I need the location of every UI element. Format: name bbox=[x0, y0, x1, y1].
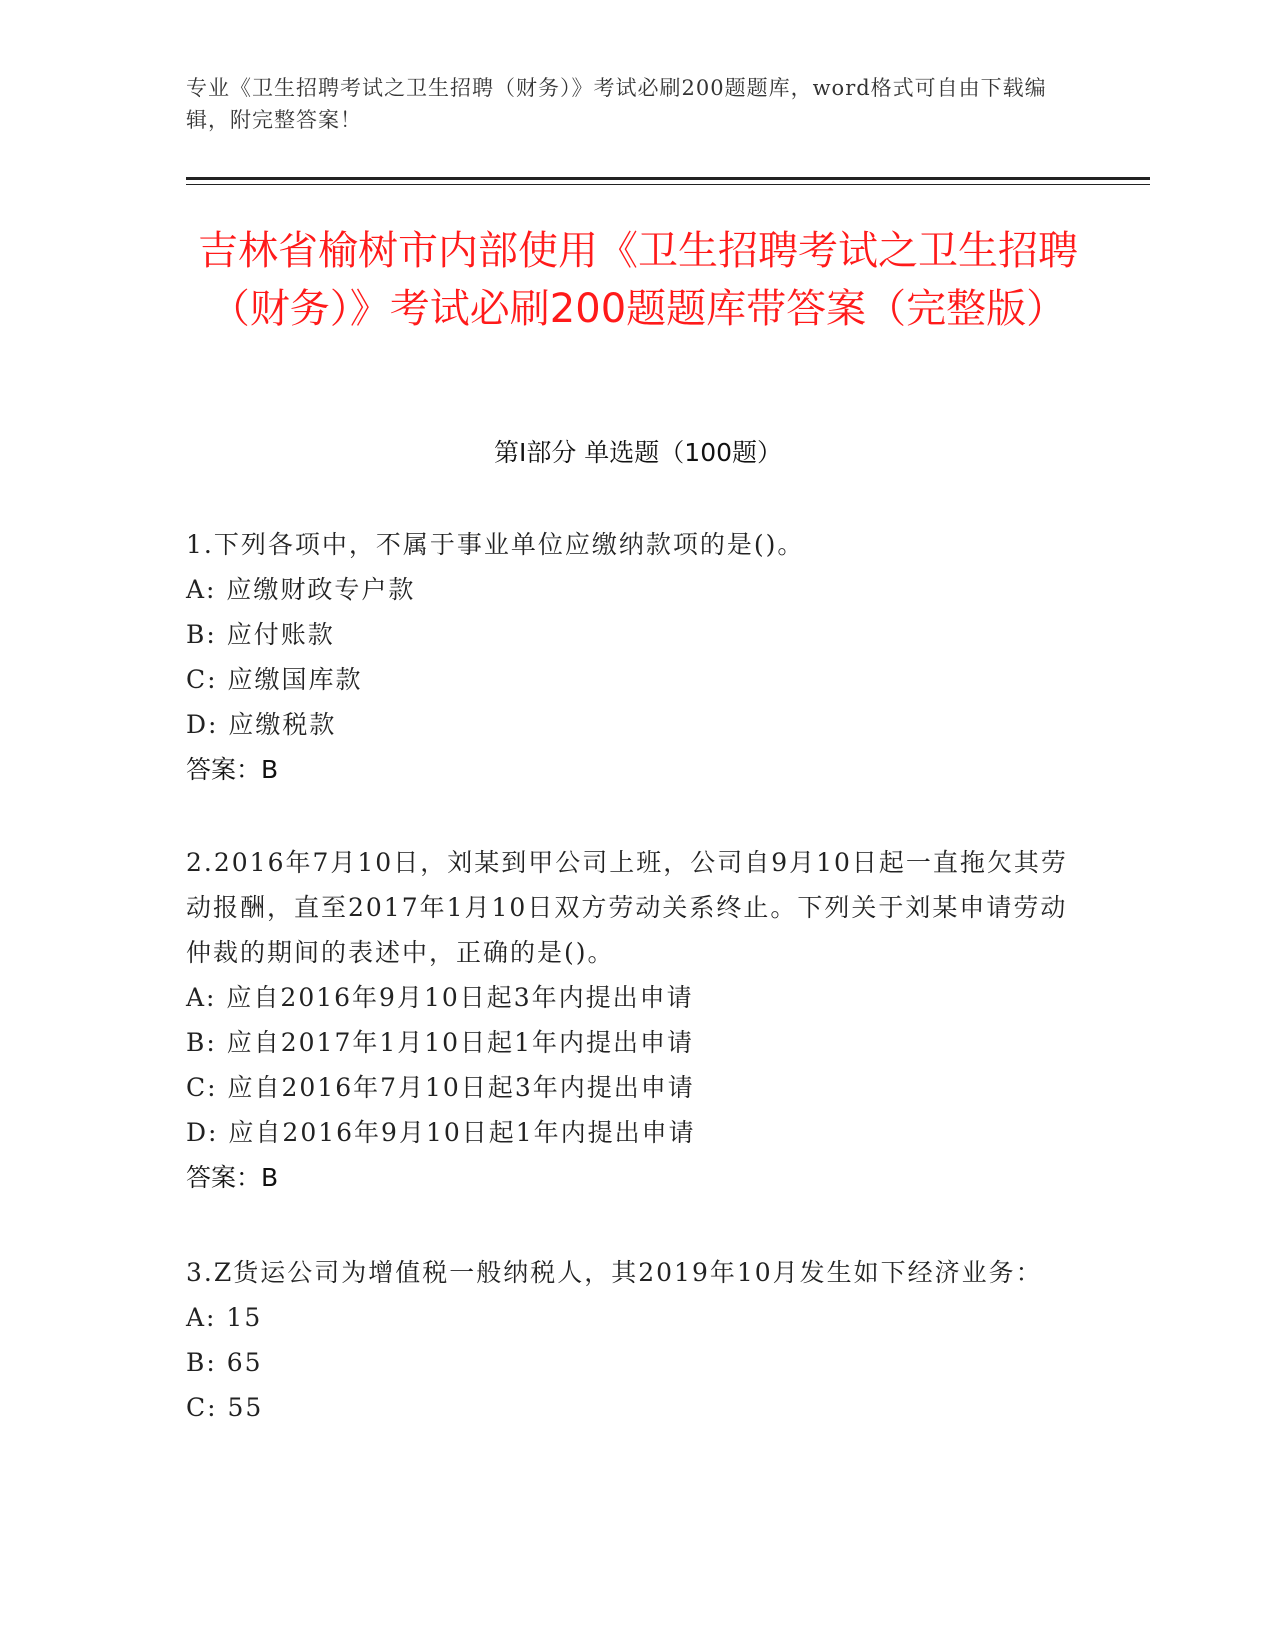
option-d: D: 应缴税款 bbox=[186, 710, 337, 739]
option-a: A: 15 bbox=[186, 1303, 263, 1332]
header-note: 专业《卫生招聘考试之卫生招聘（财务）》考试必刷200题题库，word格式可自由下载编辑，附完整答案！ bbox=[186, 76, 1047, 132]
option-b: B: 应自2017年1月10日起1年内提出申请 bbox=[186, 1028, 694, 1057]
document-title: 吉林省榆树市内部使用《卫生招聘考试之卫生招聘（财务）》考试必刷200题题库带答案（完整版） bbox=[198, 228, 1078, 332]
option-c: C: 应缴国库款 bbox=[186, 665, 363, 694]
option-c: C: 55 bbox=[186, 1393, 264, 1422]
header-rule-thin bbox=[186, 184, 1150, 185]
option-c: C: 应自2016年7月10日起3年内提出申请 bbox=[186, 1073, 695, 1102]
question-stem: 1.下列各项中，不属于事业单位应缴纳款项的是()。 bbox=[186, 530, 805, 559]
option-a: A: 应自2016年9月10日起3年内提出申请 bbox=[186, 983, 694, 1012]
answer: 答案：B bbox=[186, 1163, 279, 1192]
answer: 答案：B bbox=[186, 755, 279, 784]
question-3 bbox=[186, 1250, 1076, 1430]
question-stem: 3.Z货运公司为增值税一般纳税人，其2019年10月发生如下经济业务： bbox=[186, 1258, 1043, 1287]
option-b: B: 65 bbox=[186, 1348, 263, 1377]
option-b: B: 应付账款 bbox=[186, 620, 335, 649]
question-1 bbox=[186, 522, 1076, 792]
option-d: D: 应自2016年9月10日起1年内提出申请 bbox=[186, 1118, 696, 1147]
header-rule-thick bbox=[186, 177, 1150, 180]
question-stem: 2.2016年7月10日，刘某到甲公司上班，公司自9月10日起一直拖欠其劳动报酬，直至2017年1月10日双方劳动关系终止。下列关于刘某申请劳动仲裁的期间的表述中，正确的是()。 bbox=[186, 848, 1068, 967]
section-heading: 第I部分 单选题（100题） bbox=[493, 438, 783, 467]
option-a: A: 应缴财政专户款 bbox=[186, 575, 416, 604]
question-2 bbox=[186, 840, 1076, 1200]
